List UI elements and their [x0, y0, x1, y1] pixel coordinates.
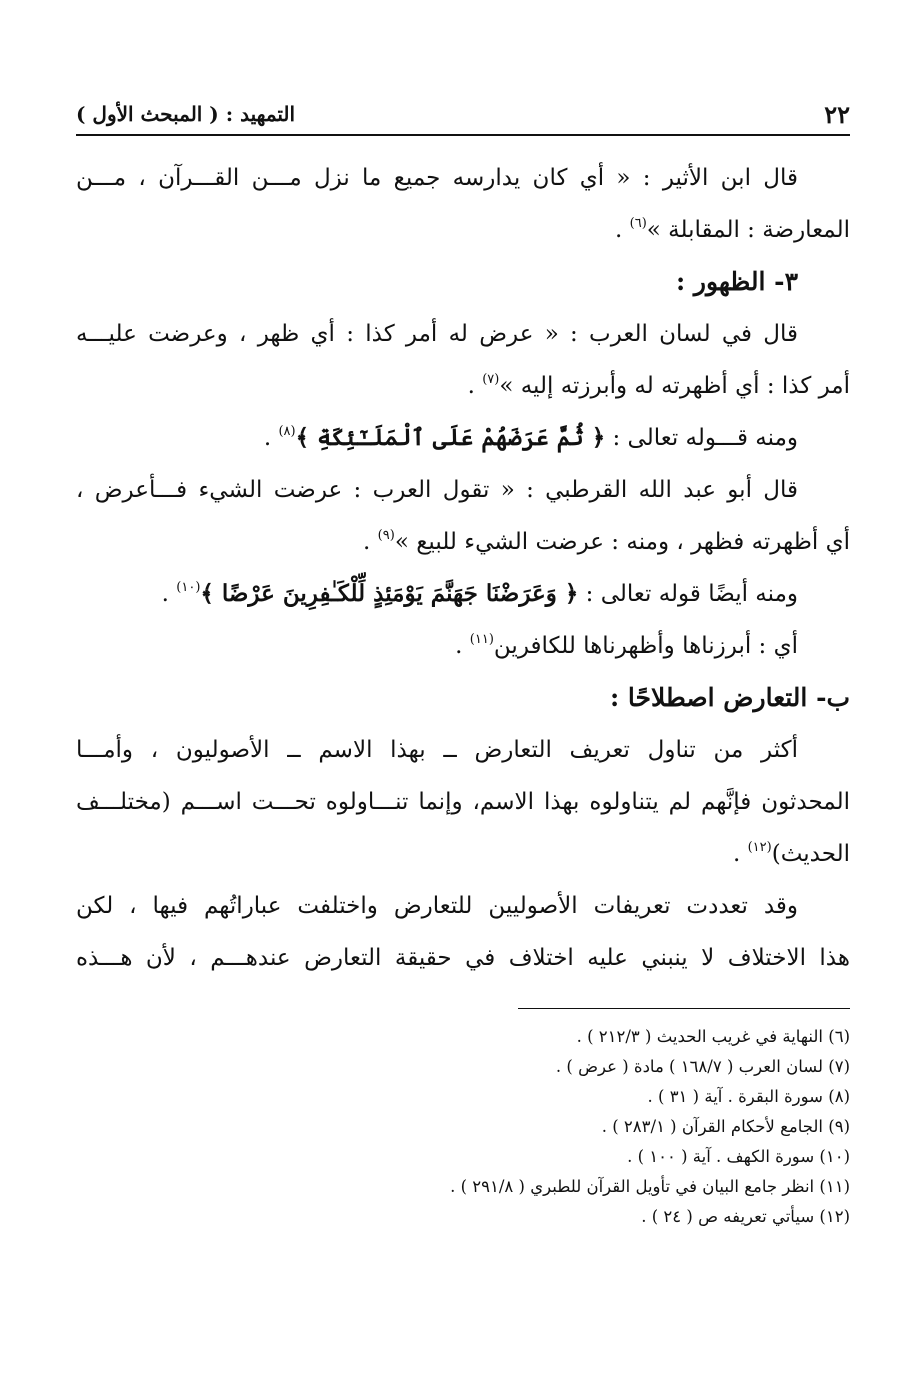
- footnote-separator: [518, 1008, 850, 1009]
- text-line: قال ابن الأثير : « أي كان يدارسه جميع ما نزل مـــن القـــرآن ، مـــن: [76, 165, 798, 191]
- footnote: (١٠) سورة الكهف . آية ( ١٠٠ ) .: [627, 1147, 850, 1166]
- footnote-ref: (١٢): [747, 840, 772, 855]
- header-rule: [76, 134, 850, 136]
- footnote-ref: (٩): [377, 528, 395, 543]
- text-line: قال في لسان العرب : « عرض له أمر كذا : أي ظهر ، وعرضت عليـــه: [76, 321, 798, 347]
- page-number: ٢٢: [824, 100, 850, 129]
- text-line: المحدثون فإنَّهم لم يتناولوه بهذا الاسم، وإنما تنـــاولوه تحـــت اســـم (مختلـــف: [76, 789, 850, 815]
- text-line: أمر كذا : أي أظهرته له وأبرزته إليه »$^{(٧)}$ .: [467, 372, 850, 399]
- main-text: [76, 152, 850, 984]
- quran-verse: ﴿ ثُمَّ عَرَضَهُمْ عَلَى ٱلْمَلَـٰٓئِكَةِ ﴾: [295, 424, 606, 451]
- page-header: [76, 100, 850, 132]
- text-line: ومنه أيضًا قوله تعالى : ﴿ وَعَرَضْنَا جَهَنَّمَ يَوْمَئِذٍ لِّلْكَـٰفِرِينَ عَرْضًا ﴾$^{(١٠)}$ .: [161, 580, 798, 607]
- running-title: التمهيد : ( المبحث الأول ): [76, 102, 296, 126]
- footnote: (٧) لسان العرب ( ١٦٨/٧ ) مادة ( عرض ) .: [555, 1057, 850, 1076]
- text-line: الحديث)$^{(١٢)}$ .: [732, 840, 850, 867]
- footnote-ref: (٧): [482, 372, 500, 387]
- footnote: (١٢) سيأتي تعريفه ص ( ٢٤ ) .: [641, 1207, 850, 1226]
- text-line: هذا الاختلاف لا ينبني عليه اختلاف في حقيقة التعارض عندهـــم ، لأن هـــذه: [76, 945, 850, 971]
- section-heading: ب- التعارض اصطلاحًا :: [609, 683, 850, 712]
- text-line: ومنه قـــوله تعالى : ﴿ ثُمَّ عَرَضَهُمْ عَلَى ٱلْمَلَـٰٓئِكَةِ ﴾$^{(٨)}$ .: [263, 424, 798, 451]
- quran-verse: ﴿ وَعَرَضْنَا جَهَنَّمَ يَوْمَئِذٍ لِّلْكَـٰفِرِينَ عَرْضًا ﴾: [200, 580, 579, 607]
- footnote-ref: (١١): [469, 632, 494, 647]
- footnote: (٦) النهاية في غريب الحديث ( ٢١٢/٣ ) .: [576, 1027, 850, 1046]
- text-line: قال أبو عبد الله القرطبي : « تقول العرب : عرضت الشيء فـــأعرض ،: [76, 477, 798, 503]
- footnotes: [76, 1022, 850, 1232]
- text-line: وقد تعددت تعريفات الأصوليين للتعارض واختلفت عباراتُهم فيها ، لكن: [76, 893, 798, 919]
- text-line: أي : أبرزناها وأظهرناها للكافرين$^{(١١)}$ .: [455, 632, 798, 659]
- footnote-ref: (١٠): [176, 580, 201, 595]
- text-line: أكثر من تناول تعريف التعارض ــ بهذا الاسم ــ الأصوليون ، وأمـــا: [76, 737, 798, 763]
- footnote: (٩) الجامع لأحكام القرآن ( ٢٨٣/١ ) .: [601, 1117, 850, 1136]
- section-heading: ٣- الظهور :: [675, 267, 798, 296]
- text-line: المعارضة : المقابلة »$^{(٦)}$ .: [615, 216, 850, 243]
- footnote-ref: (٦): [629, 216, 647, 231]
- footnote: (١١) انظر جامع البيان في تأويل القرآن للطبري ( ٢٩١/٨ ) .: [450, 1177, 850, 1196]
- footnote: (٨) سورة البقرة . آية ( ٣١ ) .: [647, 1087, 850, 1106]
- text-line: أي أظهرته فظهر ، ومنه : عرضت الشيء للبيع »$^{(٩)}$ .: [363, 528, 850, 555]
- footnote-ref: (٨): [278, 424, 296, 439]
